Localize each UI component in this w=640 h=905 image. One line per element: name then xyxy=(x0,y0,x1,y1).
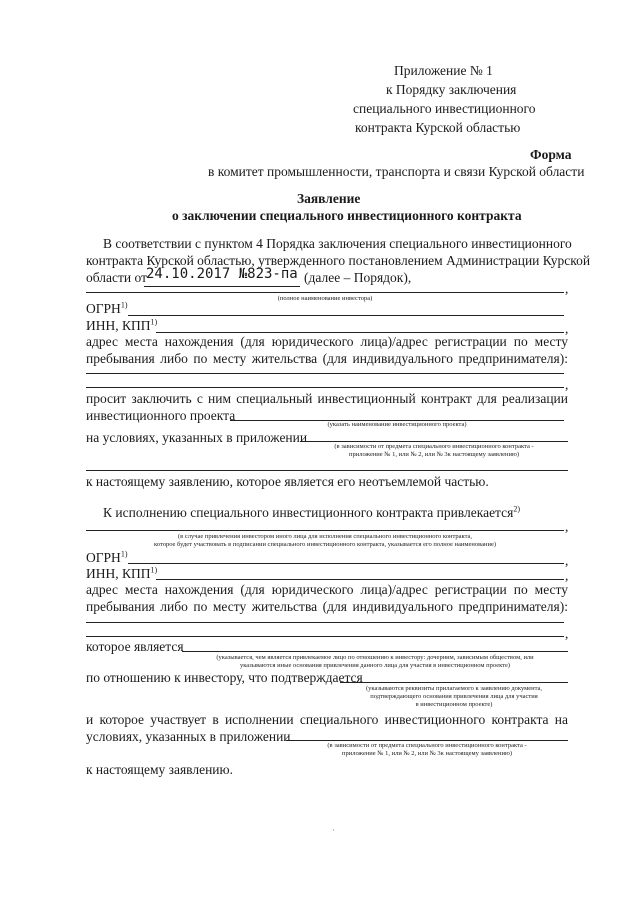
inn-kpp-input-line[interactable] xyxy=(156,332,564,333)
addr2-line2: пребывания либо по месту жительства (для индивидуального предпринимателя): xyxy=(86,599,568,614)
participates-line2: условиях, указанных в приложении xyxy=(86,729,291,744)
attracted-hint1: (в случае привлечения инвестором иного лица для исполнения специального инвестиционного контракта, xyxy=(177,533,473,540)
form-label: Форма xyxy=(530,147,572,162)
request-tail: к настоящему заявлению, которое является его неотъемлемой частью. xyxy=(86,474,489,489)
ogrn2-label: ОГРН$^{1)}$ xyxy=(86,549,128,565)
which-is-hint2: указываются иные основания привлечения данного лица для участия в инвестиционном проекте) xyxy=(239,662,511,669)
addr2-line1: адрес места нахождения (для юридического лица)/адрес регистрации по месту xyxy=(86,582,568,597)
address2-input-line2[interactable] xyxy=(86,636,564,637)
para1-line1: В соответствии с пунктом 4 Порядка заключения специального инвестиционного xyxy=(103,236,572,251)
appendix-line4: контракта Курской областью xyxy=(355,120,521,135)
investor-name-line[interactable] xyxy=(86,292,564,293)
para1-line2: контракта Курской областью, утвержденного постановлением Администрации Курской xyxy=(86,253,591,268)
comma: , xyxy=(565,553,569,568)
conditions-hint1: (в зависимости от предмета специального инвестиционного контракта - xyxy=(334,443,534,450)
title-line2: о заключении специального инвестиционного контракта xyxy=(172,208,522,223)
participation-hint1: (в зависимости от предмета специального инвестиционного контракта - xyxy=(327,742,527,749)
comma: , xyxy=(565,281,569,296)
relation-label: по отношению к инвестору, что подтверждается xyxy=(86,670,363,685)
which-is-input-line[interactable] xyxy=(182,651,568,652)
relation-hint3: в инвестиционном проекте) xyxy=(415,701,493,708)
appendix-line2: к Порядку заключения xyxy=(386,82,517,97)
participation-appendix-line[interactable] xyxy=(286,740,568,741)
relation-hint2: подтверждающего основания привлечения лица для участия xyxy=(370,693,538,700)
project-name-hint: (указать наименование инвестиционного проекта) xyxy=(327,421,467,428)
addressee: в комитет промышленности, транспорта и связи Курской области xyxy=(208,164,585,179)
attracted-hint2: которое будет участвовать в подписании специального инвестиционного контракта, указывается его полное наименование) xyxy=(153,541,497,548)
request-line2: инвестиционного проекта xyxy=(86,408,236,423)
conditions-hint2: приложение № 1, или № 2, или № 3к настоящему заявлению) xyxy=(349,451,519,458)
ogrn2-input-line[interactable] xyxy=(128,563,564,564)
decree-underline xyxy=(144,286,300,287)
para1-line3-suffix: (далее – Порядок), xyxy=(304,270,412,285)
comma: , xyxy=(565,377,569,392)
relation-input-line[interactable] xyxy=(340,682,568,683)
decree-date-number: 24.10.2017 №823-па xyxy=(146,266,298,282)
inn-kpp2-label: ИНН, КПП$^{1)}$ xyxy=(86,565,158,581)
comma: , xyxy=(565,321,569,336)
attract-intro: К исполнению специального инвестиционного контракта привлекается$^{2)}$ xyxy=(103,504,520,520)
title-line1: Заявление xyxy=(297,191,361,206)
ogrn-input-line[interactable] xyxy=(128,315,564,316)
scan-speck: · xyxy=(332,826,335,835)
conditions-appendix-line[interactable] xyxy=(300,441,568,442)
inn-kpp-label: ИНН, КПП$^{1)}$ xyxy=(86,317,158,333)
conditions-input-line2[interactable] xyxy=(86,470,568,471)
addr-line2: пребывания либо по месту жительства (для индивидуального предпринимателя): xyxy=(86,351,568,366)
conditions-label: на условиях, указанных в приложении xyxy=(86,430,308,445)
attracted-party-line[interactable] xyxy=(86,530,564,531)
address-input-line2[interactable] xyxy=(86,387,564,388)
appendix-line3: специального инвестиционного xyxy=(353,101,536,116)
para1-line3-prefix: области от xyxy=(86,270,147,285)
address-input-line1[interactable] xyxy=(86,373,564,374)
which-is-hint1: (указывается, чем является привлекаемое лицо по отношению к инвестору: дочерним, зависимым обществом, или xyxy=(216,654,534,661)
appendix-line1: Приложение № 1 xyxy=(394,63,493,78)
comma: , xyxy=(565,626,569,641)
address2-input-line1[interactable] xyxy=(86,622,564,623)
investor-name-hint: (полное наименование инвестора) xyxy=(277,295,373,302)
comma: , xyxy=(565,519,569,534)
request-line1: просит заключить с ним специальный инвестиционный контракт для реализации xyxy=(86,391,568,406)
ogrn-label: ОГРН$^{1)}$ xyxy=(86,300,128,316)
addr-line1: адрес места нахождения (для юридического лица)/адрес регистрации по месту xyxy=(86,334,568,349)
para2-tail: к настоящему заявлению. xyxy=(86,762,233,777)
comma: , xyxy=(565,568,569,583)
participation-hint2: приложение № 1, или № 2, или № 3к настоящему заявлению) xyxy=(342,750,512,757)
inn-kpp2-input-line[interactable] xyxy=(156,579,564,580)
which-is-label: которое является xyxy=(86,639,184,654)
participates-line1: и которое участвует в исполнении специального инвестиционного контракта на xyxy=(86,712,568,727)
relation-hint1: (указываются реквизиты прилагаемого к заявлению документа, xyxy=(365,685,543,692)
